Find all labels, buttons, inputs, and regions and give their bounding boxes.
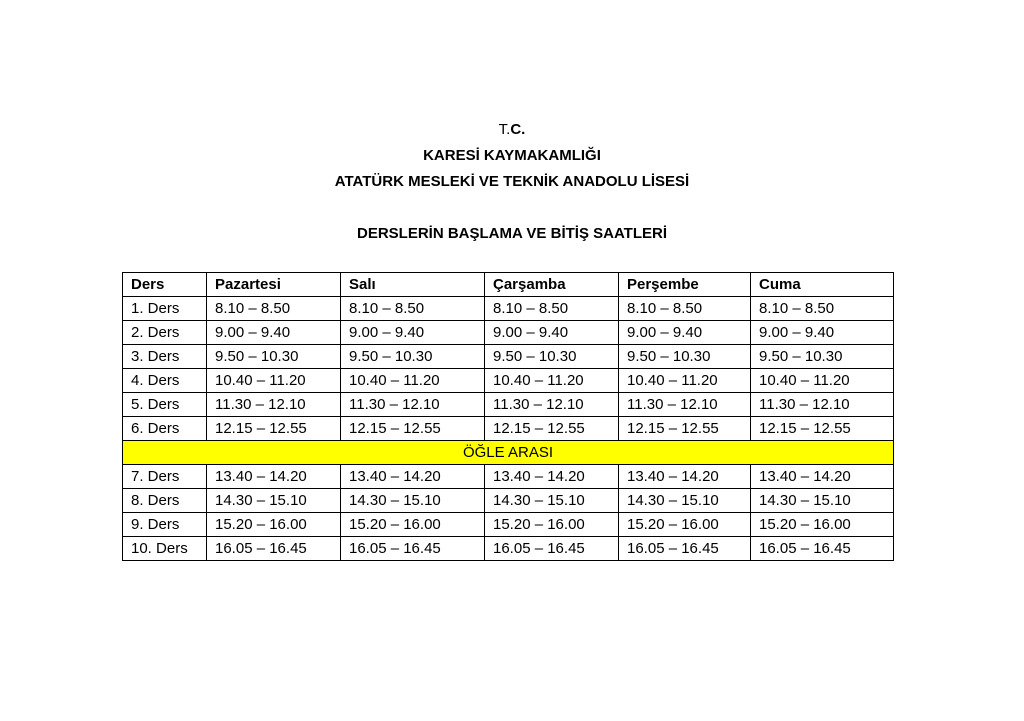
table-row <box>123 417 894 441</box>
lunch-break-row <box>123 441 894 465</box>
table-cell: 1. Ders <box>123 297 207 321</box>
table-cell: 10.40 – 11.20 <box>619 369 751 393</box>
table-cell: 16.05 – 16.45 <box>751 537 894 561</box>
table-cell: 8. Ders <box>123 489 207 513</box>
table-cell: 6. Ders <box>123 417 207 441</box>
table-row <box>123 489 894 513</box>
table-row <box>123 393 894 417</box>
table-cell: 10.40 – 11.20 <box>207 369 341 393</box>
header-tc <box>0 121 1024 139</box>
table-cell: 9. Ders <box>123 513 207 537</box>
header-tc-c: C. <box>510 121 526 138</box>
table-cell: 9.50 – 10.30 <box>341 345 485 369</box>
table-cell: 16.05 – 16.45 <box>207 537 341 561</box>
table-cell: 9.50 – 10.30 <box>485 345 619 369</box>
table-cell: 9.00 – 9.40 <box>341 321 485 345</box>
table-cell: 9.00 – 9.40 <box>207 321 341 345</box>
table-cell: 11.30 – 12.10 <box>751 393 894 417</box>
table-cell: 9.00 – 9.40 <box>619 321 751 345</box>
table-row <box>123 297 894 321</box>
table-cell: 14.30 – 15.10 <box>207 489 341 513</box>
table-cell: 8.10 – 8.50 <box>485 297 619 321</box>
table-cell: 12.15 – 12.55 <box>207 417 341 441</box>
table-cell: 14.30 – 15.10 <box>341 489 485 513</box>
header-school-name: ATATÜRK MESLEKİ VE TEKNİK ANADOLU LİSESİ <box>334 173 690 190</box>
table-cell: 7. Ders <box>123 465 207 489</box>
table-cell: 10. Ders <box>123 537 207 561</box>
table-cell: 4. Ders <box>123 369 207 393</box>
table-cell: 9.50 – 10.30 <box>207 345 341 369</box>
table-cell: 12.15 – 12.55 <box>619 417 751 441</box>
table-row <box>123 369 894 393</box>
table-cell: 10.40 – 11.20 <box>485 369 619 393</box>
table-cell: 16.05 – 16.45 <box>341 537 485 561</box>
column-header-cuma: Cuma <box>751 273 894 297</box>
table-cell: 2. Ders <box>123 321 207 345</box>
table-row <box>123 465 894 489</box>
schedule-body <box>123 297 894 561</box>
table-cell: 11.30 – 12.10 <box>485 393 619 417</box>
table-cell: 11.30 – 12.10 <box>207 393 341 417</box>
header-kaymakamlik: KARESİ KAYMAKAMLIĞI <box>423 147 601 164</box>
table-cell: 13.40 – 14.20 <box>207 465 341 489</box>
table-cell: 12.15 – 12.55 <box>485 417 619 441</box>
table-cell: 8.10 – 8.50 <box>751 297 894 321</box>
table-cell: 15.20 – 16.00 <box>619 513 751 537</box>
table-cell: 13.40 – 14.20 <box>485 465 619 489</box>
table-cell: 10.40 – 11.20 <box>751 369 894 393</box>
table-cell: 14.30 – 15.10 <box>619 489 751 513</box>
table-cell: 8.10 – 8.50 <box>619 297 751 321</box>
table-cell: 16.05 – 16.45 <box>619 537 751 561</box>
schedule-title: DERSLERİN BAŞLAMA VE BİTİŞ SAATLERİ <box>356 225 667 242</box>
table-header-row <box>123 273 894 297</box>
lunch-break-label: ÖĞLE ARASI <box>123 441 894 465</box>
column-header-carsamba: Çarşamba <box>485 273 619 297</box>
table-cell: 13.40 – 14.20 <box>341 465 485 489</box>
table-row <box>123 345 894 369</box>
table-cell: 13.40 – 14.20 <box>751 465 894 489</box>
table-cell: 11.30 – 12.10 <box>619 393 751 417</box>
column-header-ders: Ders <box>123 273 207 297</box>
column-header-pazartesi: Pazartesi <box>207 273 341 297</box>
table-cell: 15.20 – 16.00 <box>485 513 619 537</box>
table-row <box>123 513 894 537</box>
header-tc-t: T. <box>498 121 511 138</box>
table-cell: 16.05 – 16.45 <box>485 537 619 561</box>
table-cell: 12.15 – 12.55 <box>341 417 485 441</box>
table-cell: 9.50 – 10.30 <box>619 345 751 369</box>
table-cell: 12.15 – 12.55 <box>751 417 894 441</box>
table-cell: 15.20 – 16.00 <box>751 513 894 537</box>
table-cell: 15.20 – 16.00 <box>341 513 485 537</box>
column-header-persembe: Perşembe <box>619 273 751 297</box>
column-header-sali: Salı <box>341 273 485 297</box>
table-cell: 9.00 – 9.40 <box>751 321 894 345</box>
table-cell: 10.40 – 11.20 <box>341 369 485 393</box>
schedule-table <box>122 272 894 561</box>
table-cell: 8.10 – 8.50 <box>341 297 485 321</box>
table-row <box>123 321 894 345</box>
table-cell: 13.40 – 14.20 <box>619 465 751 489</box>
table-cell: 8.10 – 8.50 <box>207 297 341 321</box>
table-cell: 15.20 – 16.00 <box>207 513 341 537</box>
table-cell: 9.50 – 10.30 <box>751 345 894 369</box>
table-cell: 14.30 – 15.10 <box>751 489 894 513</box>
table-cell: 14.30 – 15.10 <box>485 489 619 513</box>
table-cell: 9.00 – 9.40 <box>485 321 619 345</box>
table-row <box>123 537 894 561</box>
table-cell: 3. Ders <box>123 345 207 369</box>
table-cell: 11.30 – 12.10 <box>341 393 485 417</box>
table-cell: 5. Ders <box>123 393 207 417</box>
